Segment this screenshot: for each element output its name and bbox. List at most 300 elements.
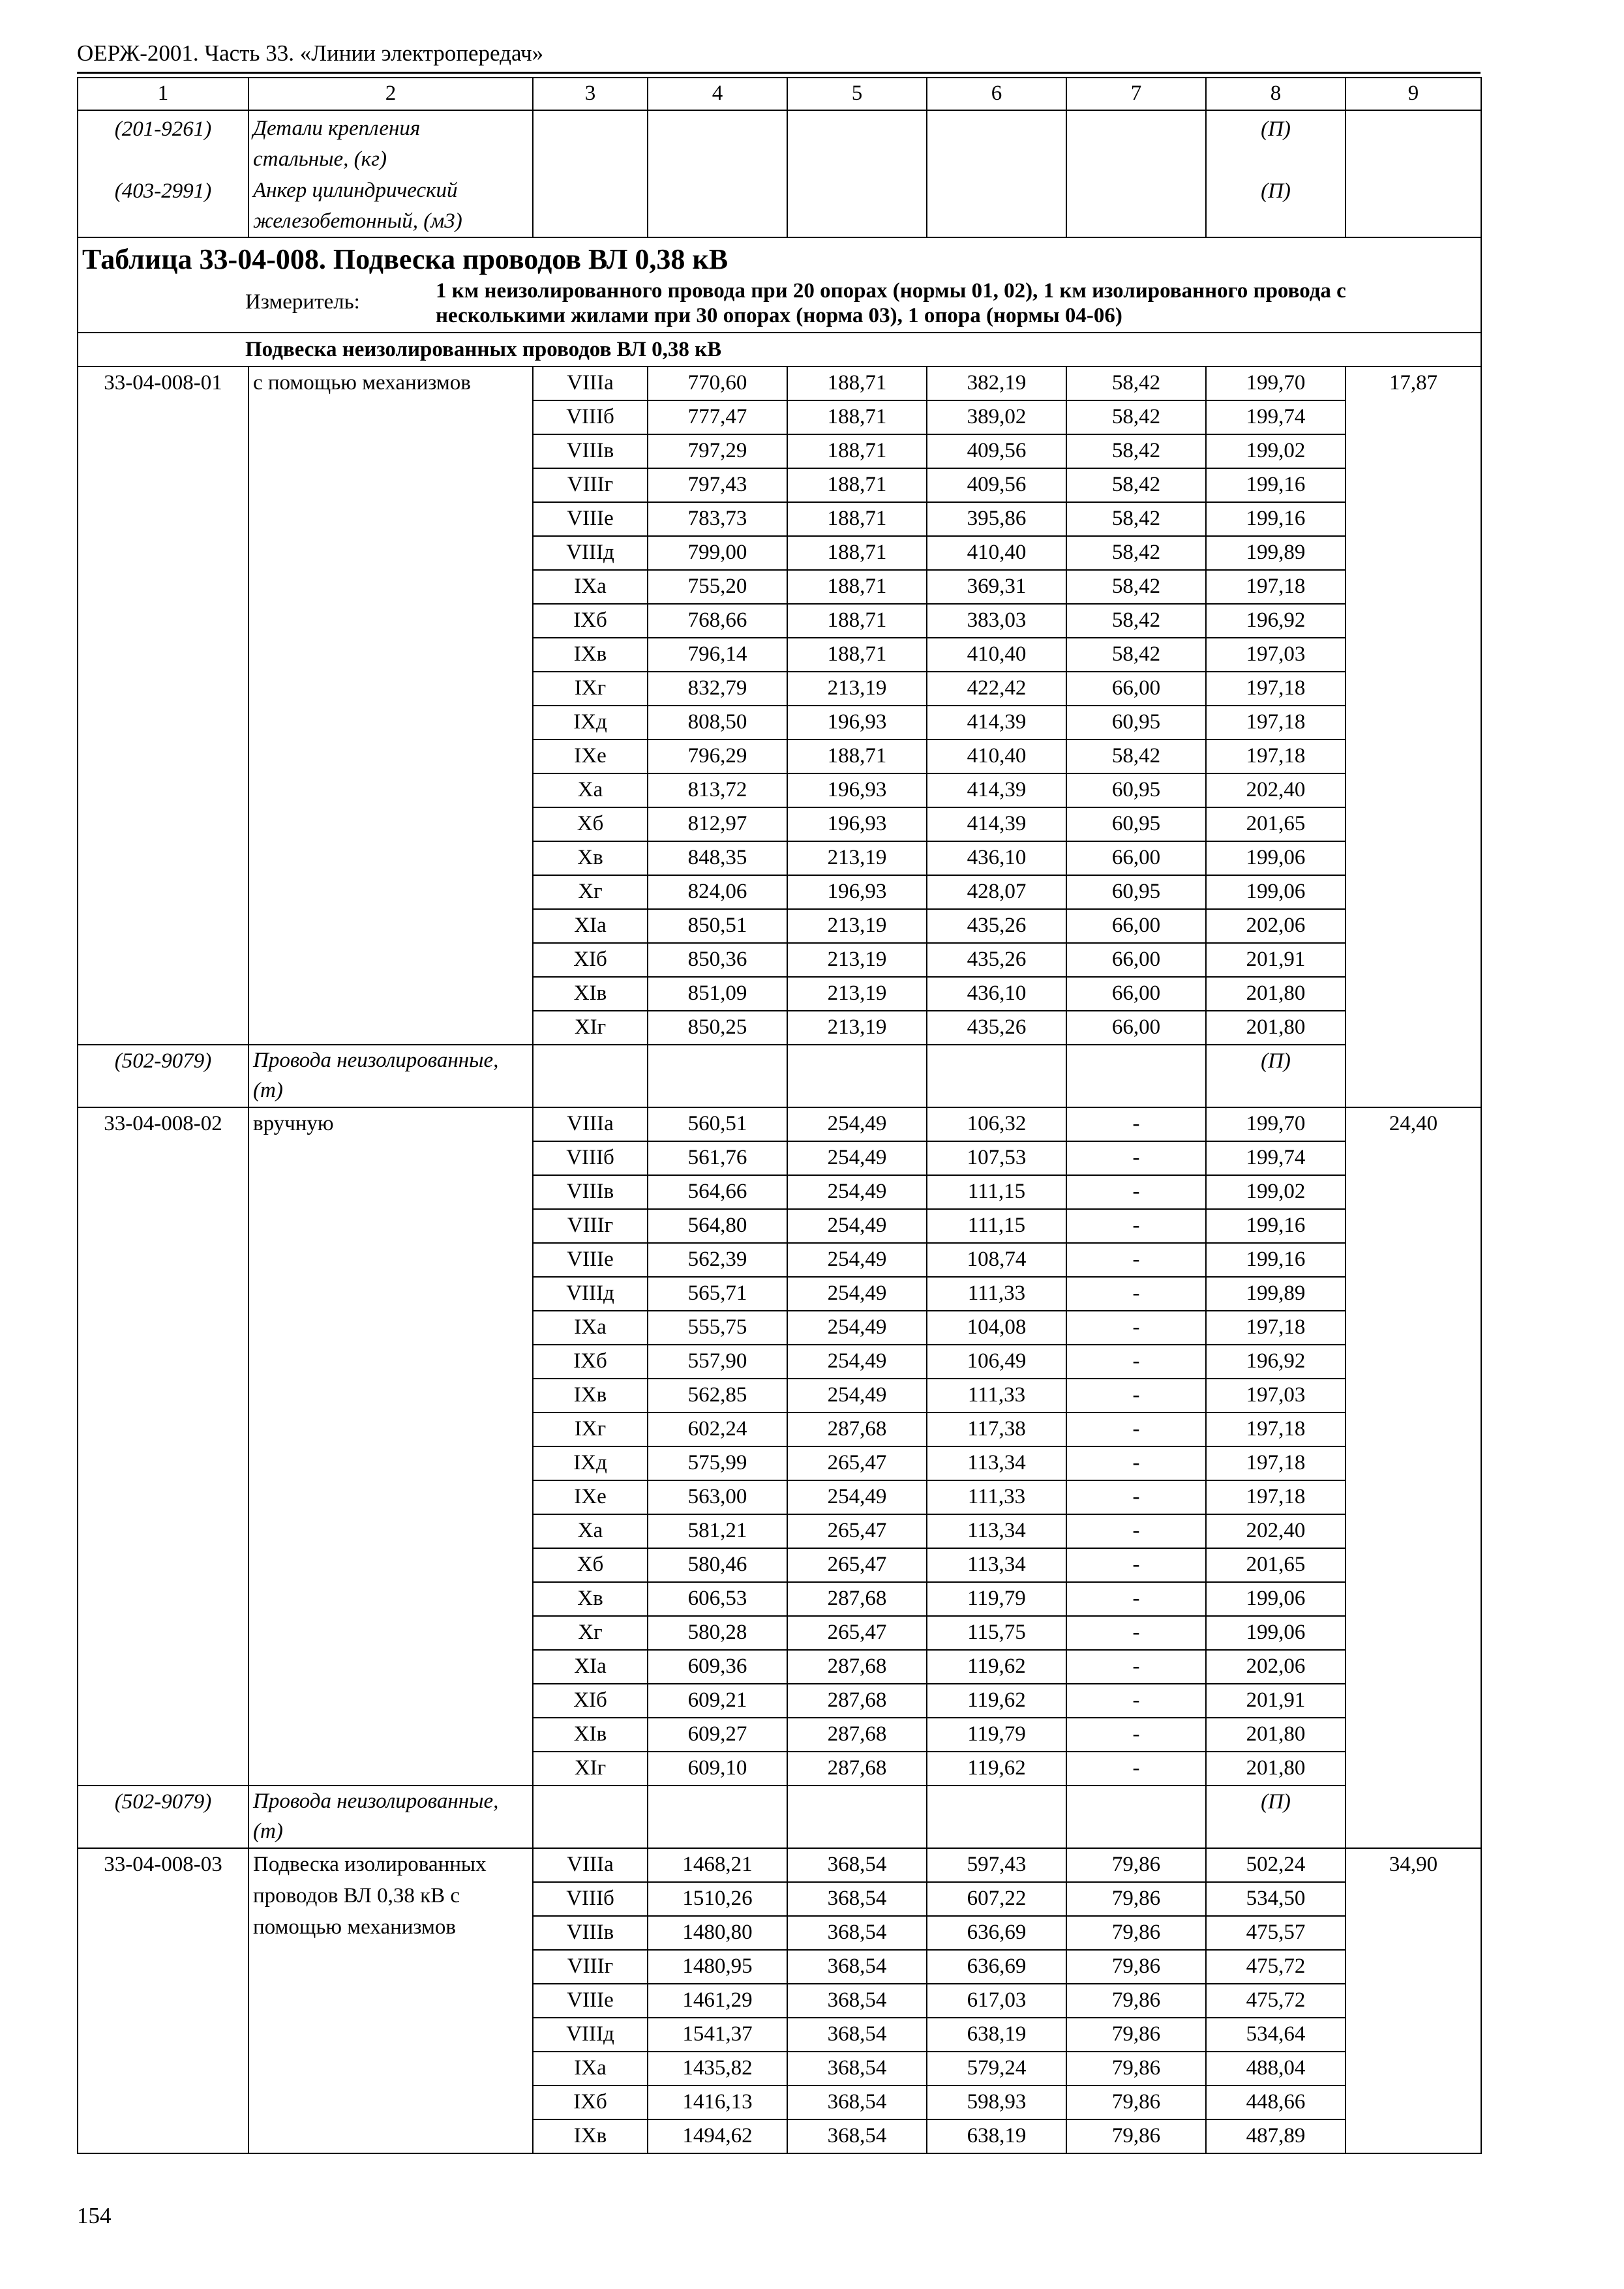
cost-machines: 117,38: [927, 1413, 1066, 1446]
cost-total: 824,06: [648, 875, 787, 909]
cost-total: 783,73: [648, 502, 787, 536]
cost-total: 564,66: [648, 1175, 787, 1209]
cost-machinist-wages: 66,00: [1066, 841, 1206, 875]
cost-machinist-wages: 79,86: [1066, 1882, 1206, 1916]
table-row: [78, 1848, 1481, 1882]
cost-machinist-wages: 66,00: [1066, 977, 1206, 1011]
cost-machines: 119,79: [927, 1718, 1066, 1752]
column-number: 4: [648, 78, 787, 110]
cost-total: 609,21: [648, 1684, 787, 1718]
cost-labor: 368,54: [787, 1848, 927, 1882]
cost-total: 561,76: [648, 1141, 787, 1175]
cost-labor: 368,54: [787, 1882, 927, 1916]
cost-total: 555,75: [648, 1311, 787, 1345]
cost-machines: 428,07: [927, 875, 1066, 909]
cost-machinist-wages: -: [1066, 1175, 1206, 1209]
section-title-cell: [78, 333, 1481, 367]
cost-machinist-wages: 60,95: [1066, 807, 1206, 841]
zone: XIа: [533, 1650, 648, 1684]
cost-machinist-wages: -: [1066, 1141, 1206, 1175]
zone: VIIIг: [533, 1950, 648, 1984]
zone: VIIIе: [533, 502, 648, 536]
cost-materials: 201,65: [1206, 1548, 1346, 1582]
cost-labor: 254,49: [787, 1480, 927, 1514]
zone: Xб: [533, 807, 648, 841]
cost-materials: 534,64: [1206, 2018, 1346, 2052]
zone: XIа: [533, 909, 648, 943]
zone: IXг: [533, 672, 648, 706]
table-row: [78, 1107, 1481, 1141]
cost-machinist-wages: 79,86: [1066, 1950, 1206, 1984]
cost-machines: 617,03: [927, 1984, 1066, 2018]
cost-machines: 410,40: [927, 638, 1066, 672]
cost-machinist-wages: -: [1066, 1480, 1206, 1514]
cost-machines: 111,33: [927, 1480, 1066, 1514]
zone: XIв: [533, 977, 648, 1011]
section-title: Подвеска неизолированных проводов ВЛ 0,38 кВ: [245, 338, 722, 361]
empty-cell: [787, 1786, 927, 1848]
empty-cell: [787, 1045, 927, 1107]
cost-machinist-wages: 58,42: [1066, 570, 1206, 604]
cost-machines: 107,53: [927, 1141, 1066, 1175]
material-name: Провода неизолированные, (т): [248, 1045, 533, 1107]
cost-machinist-wages: 60,95: [1066, 706, 1206, 740]
cost-labor: 368,54: [787, 2086, 927, 2119]
cost-total: 812,97: [648, 807, 787, 841]
zone: XIв: [533, 1718, 648, 1752]
cost-materials: 196,92: [1206, 604, 1346, 638]
cost-materials: 197,18: [1206, 570, 1346, 604]
cost-materials: 197,18: [1206, 740, 1346, 773]
cost-total: 562,39: [648, 1243, 787, 1277]
cost-total: 563,00: [648, 1480, 787, 1514]
cost-total: 850,36: [648, 943, 787, 977]
cost-machines: 119,79: [927, 1582, 1066, 1616]
cost-labor: 254,49: [787, 1175, 927, 1209]
cost-materials: 199,16: [1206, 1209, 1346, 1243]
zone: IXб: [533, 2086, 648, 2119]
cost-machines: 108,74: [927, 1243, 1066, 1277]
cost-labor: 287,68: [787, 1718, 927, 1752]
cost-machinist-wages: -: [1066, 1446, 1206, 1480]
cost-materials: 199,06: [1206, 1616, 1346, 1650]
cost-materials: 197,03: [1206, 1379, 1346, 1413]
cost-total: 580,28: [648, 1616, 787, 1650]
cost-labor: 287,68: [787, 1582, 927, 1616]
measure-label: Измеритель:: [245, 290, 360, 314]
cost-materials: 199,16: [1206, 502, 1346, 536]
cost-materials: 201,80: [1206, 977, 1346, 1011]
cost-machinist-wages: 79,86: [1066, 1916, 1206, 1950]
cost-labor: 254,49: [787, 1141, 927, 1175]
cost-labor: 188,71: [787, 367, 927, 400]
cost-machines: 111,15: [927, 1209, 1066, 1243]
cost-materials: 475,72: [1206, 1950, 1346, 1984]
zone: IXа: [533, 570, 648, 604]
cost-machinist-wages: 58,42: [1066, 638, 1206, 672]
zone: Xб: [533, 1548, 648, 1582]
cost-machinist-wages: 60,95: [1066, 773, 1206, 807]
zone: Xа: [533, 773, 648, 807]
cost-labor: 196,93: [787, 706, 927, 740]
cost-machines: 579,24: [927, 2052, 1066, 2086]
cost-total: 1510,26: [648, 1882, 787, 1916]
cost-machines: 119,62: [927, 1650, 1066, 1684]
zone: Xг: [533, 875, 648, 909]
labor-hours: 24,40: [1346, 1107, 1481, 1848]
cost-total: 565,71: [648, 1277, 787, 1311]
cost-machinist-wages: -: [1066, 1752, 1206, 1786]
empty-cell: [648, 110, 787, 237]
material-name: Провода неизолированные, (т): [248, 1786, 533, 1848]
header-rule: [77, 72, 1481, 74]
cost-materials: 201,80: [1206, 1011, 1346, 1045]
cost-materials: 475,72: [1206, 1984, 1346, 2018]
cost-total: 777,47: [648, 400, 787, 434]
norm-name: вручную: [248, 1107, 533, 1786]
cost-total: 560,51: [648, 1107, 787, 1141]
cost-machines: 119,62: [927, 1752, 1066, 1786]
empty-cell: [648, 1786, 787, 1848]
cost-machines: 636,69: [927, 1916, 1066, 1950]
cost-machines: 410,40: [927, 536, 1066, 570]
cost-machinist-wages: 58,42: [1066, 536, 1206, 570]
cost-materials: 199,74: [1206, 1141, 1346, 1175]
norm-name: Подвеска изолированных проводов ВЛ 0,38 кВ с помощью механизмов: [248, 1848, 533, 2153]
cost-labor: 196,93: [787, 875, 927, 909]
material-code: (403-2991): [114, 179, 212, 203]
empty-cell: [1066, 1045, 1206, 1107]
cost-materials: 197,18: [1206, 672, 1346, 706]
cost-machines: 409,56: [927, 434, 1066, 468]
cost-total: 581,21: [648, 1514, 787, 1548]
cost-total: 557,90: [648, 1345, 787, 1379]
cost-machinist-wages: 58,42: [1066, 604, 1206, 638]
column-number: 1: [78, 78, 248, 110]
cost-labor: 368,54: [787, 2052, 927, 2086]
cost-machines: 389,02: [927, 400, 1066, 434]
cost-machines: 638,19: [927, 2119, 1066, 2153]
cost-materials: 199,89: [1206, 1277, 1346, 1311]
cost-total: 606,53: [648, 1582, 787, 1616]
cost-materials: 201,91: [1206, 1684, 1346, 1718]
material-row: [78, 1045, 1481, 1107]
material-code: (502-9079): [78, 1786, 248, 1848]
material-mark: (П): [1261, 117, 1291, 141]
zone: IXа: [533, 1311, 648, 1345]
zone: VIIIа: [533, 1848, 648, 1882]
cost-labor: 213,19: [787, 977, 927, 1011]
zone: IXв: [533, 638, 648, 672]
cost-materials: 197,18: [1206, 1446, 1346, 1480]
page-number: 154: [77, 2203, 112, 2228]
cost-labor: 188,71: [787, 434, 927, 468]
table-title: Таблица 33-04-008. Подвеска проводов ВЛ 0,38 кВ: [82, 243, 729, 275]
cost-machinist-wages: 60,95: [1066, 875, 1206, 909]
cost-total: 1468,21: [648, 1848, 787, 1882]
empty-cell: [927, 1045, 1066, 1107]
empty-cell: [927, 110, 1066, 237]
cost-machines: 414,39: [927, 773, 1066, 807]
cost-materials: 448,66: [1206, 2086, 1346, 2119]
zone: IXб: [533, 604, 648, 638]
cost-total: 850,51: [648, 909, 787, 943]
cost-labor: 265,47: [787, 1616, 927, 1650]
cost-machinist-wages: -: [1066, 1718, 1206, 1752]
cost-total: 770,60: [648, 367, 787, 400]
cost-total: 1494,62: [648, 2119, 787, 2153]
zone: VIIIд: [533, 1277, 648, 1311]
cost-materials: 202,06: [1206, 909, 1346, 943]
measure-block: [78, 278, 1481, 332]
table-row: [78, 367, 1481, 400]
cost-total: 796,29: [648, 740, 787, 773]
cost-total: 797,43: [648, 468, 787, 502]
zone: VIIIа: [533, 367, 648, 400]
cost-machinist-wages: -: [1066, 1616, 1206, 1650]
cost-labor: 287,68: [787, 1413, 927, 1446]
cost-total: 575,99: [648, 1446, 787, 1480]
cost-materials: 196,92: [1206, 1345, 1346, 1379]
cost-labor: 196,93: [787, 807, 927, 841]
cost-machines: 113,34: [927, 1446, 1066, 1480]
cost-machinist-wages: -: [1066, 1311, 1206, 1345]
cost-materials: 201,65: [1206, 807, 1346, 841]
column-number: 3: [533, 78, 648, 110]
zone: IXв: [533, 2119, 648, 2153]
cost-labor: 196,93: [787, 773, 927, 807]
cost-total: 797,29: [648, 434, 787, 468]
norm-code: 33-04-008-03: [78, 1848, 248, 2153]
cost-machinist-wages: 79,86: [1066, 2052, 1206, 2086]
material-name: Детали крепления стальные, (кг): [253, 117, 421, 171]
zone: IXв: [533, 1379, 648, 1413]
zone: IXд: [533, 1446, 648, 1480]
cost-labor: 188,71: [787, 468, 927, 502]
cost-labor: 368,54: [787, 2119, 927, 2153]
cost-machines: 111,33: [927, 1277, 1066, 1311]
document-header: ОЕРЖ-2001. Часть 33. «Линии электропередач»: [77, 40, 544, 66]
cost-labor: 265,47: [787, 1548, 927, 1582]
cost-machines: 383,03: [927, 604, 1066, 638]
cost-machines: 638,19: [927, 2018, 1066, 2052]
cost-total: 1480,95: [648, 1950, 787, 1984]
cost-materials: 199,89: [1206, 536, 1346, 570]
zone: Xв: [533, 841, 648, 875]
empty-cell: [533, 1045, 648, 1107]
cost-materials: 197,18: [1206, 1413, 1346, 1446]
zone: IXа: [533, 2052, 648, 2086]
cost-machinist-wages: 58,42: [1066, 367, 1206, 400]
cost-machinist-wages: 66,00: [1066, 1011, 1206, 1045]
cost-machines: 422,42: [927, 672, 1066, 706]
zone: VIIIг: [533, 468, 648, 502]
cost-machines: 106,32: [927, 1107, 1066, 1141]
column-number: 2: [248, 78, 533, 110]
cost-machines: 104,08: [927, 1311, 1066, 1345]
cost-machinist-wages: 66,00: [1066, 943, 1206, 977]
cost-machines: 115,75: [927, 1616, 1066, 1650]
zone: VIIIд: [533, 2018, 648, 2052]
zone: VIIIе: [533, 1243, 648, 1277]
material-code: (201-9261): [114, 117, 212, 141]
cost-total: 832,79: [648, 672, 787, 706]
material-name: Анкер цилиндрический железобетонный, (м3): [253, 179, 462, 233]
cost-machines: 414,39: [927, 807, 1066, 841]
cost-labor: 254,49: [787, 1107, 927, 1141]
zone: IXб: [533, 1345, 648, 1379]
column-number-row: [78, 78, 1481, 110]
cost-machines: 113,34: [927, 1548, 1066, 1582]
cost-machinist-wages: -: [1066, 1514, 1206, 1548]
material-row: [78, 1786, 1481, 1848]
cost-total: 755,20: [648, 570, 787, 604]
column-number: 6: [927, 78, 1066, 110]
cost-machines: 607,22: [927, 1882, 1066, 1916]
cost-labor: 368,54: [787, 1950, 927, 1984]
cost-total: 1480,80: [648, 1916, 787, 1950]
cost-materials: 199,02: [1206, 1175, 1346, 1209]
cost-labor: 254,49: [787, 1209, 927, 1243]
zone: IXг: [533, 1413, 648, 1446]
cost-machinist-wages: -: [1066, 1345, 1206, 1379]
cost-machinist-wages: 79,86: [1066, 1848, 1206, 1882]
cost-materials: 199,74: [1206, 400, 1346, 434]
cost-total: 796,14: [648, 638, 787, 672]
cost-labor: 188,71: [787, 638, 927, 672]
cost-machinist-wages: 58,42: [1066, 502, 1206, 536]
cost-machines: 119,62: [927, 1684, 1066, 1718]
cost-total: 1541,37: [648, 2018, 787, 2052]
cost-materials: 197,18: [1206, 706, 1346, 740]
zone: Xа: [533, 1514, 648, 1548]
cost-labor: 213,19: [787, 909, 927, 943]
zone: Xг: [533, 1616, 648, 1650]
material-mark: (П): [1206, 1786, 1346, 1848]
top-material-names: [248, 110, 533, 237]
empty-cell: [787, 110, 927, 237]
zone: VIIIа: [533, 1107, 648, 1141]
cost-machines: 111,15: [927, 1175, 1066, 1209]
cost-machinist-wages: 66,00: [1066, 672, 1206, 706]
cost-materials: 197,18: [1206, 1311, 1346, 1345]
zone: XIб: [533, 943, 648, 977]
cost-machines: 436,10: [927, 977, 1066, 1011]
zone: VIIIе: [533, 1984, 648, 2018]
cost-machinist-wages: 66,00: [1066, 909, 1206, 943]
column-number: 8: [1206, 78, 1346, 110]
zone: VIIIв: [533, 434, 648, 468]
cost-labor: 254,49: [787, 1345, 927, 1379]
cost-machines: 436,10: [927, 841, 1066, 875]
cost-materials: 201,91: [1206, 943, 1346, 977]
cost-materials: 197,03: [1206, 638, 1346, 672]
cost-machinist-wages: 79,86: [1066, 2086, 1206, 2119]
cost-machinist-wages: -: [1066, 1209, 1206, 1243]
norms-table: [77, 77, 1482, 2154]
cost-total: 580,46: [648, 1548, 787, 1582]
cost-labor: 287,68: [787, 1650, 927, 1684]
cost-machines: 369,31: [927, 570, 1066, 604]
zone: VIIIб: [533, 1882, 648, 1916]
cost-total: 609,10: [648, 1752, 787, 1786]
cost-machines: 435,26: [927, 909, 1066, 943]
cost-labor: 213,19: [787, 1011, 927, 1045]
cost-machinist-wages: 58,42: [1066, 468, 1206, 502]
table-title-cell: [78, 237, 1481, 333]
cost-total: 799,00: [648, 536, 787, 570]
material-mark: (П): [1206, 1045, 1346, 1107]
cost-total: 1435,82: [648, 2052, 787, 2086]
cost-machinist-wages: -: [1066, 1243, 1206, 1277]
zone: Xв: [533, 1582, 648, 1616]
column-number: 7: [1066, 78, 1206, 110]
cost-labor: 368,54: [787, 1916, 927, 1950]
cost-machines: 598,93: [927, 2086, 1066, 2119]
column-number: 5: [787, 78, 927, 110]
cost-machines: 410,40: [927, 740, 1066, 773]
cost-labor: 188,71: [787, 536, 927, 570]
cost-labor: 254,49: [787, 1311, 927, 1345]
top-material-codes: [78, 110, 248, 237]
cost-machines: 382,19: [927, 367, 1066, 400]
cost-machinist-wages: 79,86: [1066, 1984, 1206, 2018]
cost-materials: 199,70: [1206, 367, 1346, 400]
cost-machines: 106,49: [927, 1345, 1066, 1379]
cost-machinist-wages: 79,86: [1066, 2119, 1206, 2153]
cost-materials: 199,02: [1206, 434, 1346, 468]
cost-machinist-wages: -: [1066, 1379, 1206, 1413]
cost-machinist-wages: -: [1066, 1684, 1206, 1718]
cost-materials: 201,80: [1206, 1718, 1346, 1752]
cost-materials: 199,06: [1206, 841, 1346, 875]
cost-machinist-wages: 79,86: [1066, 2018, 1206, 2052]
column-number: 9: [1346, 78, 1481, 110]
cost-total: 609,27: [648, 1718, 787, 1752]
zone: VIIIг: [533, 1209, 648, 1243]
top-material-col8: [1206, 110, 1346, 237]
cost-materials: 202,40: [1206, 1514, 1346, 1548]
cost-materials: 488,04: [1206, 2052, 1346, 2086]
cost-materials: 199,70: [1206, 1107, 1346, 1141]
cost-materials: 475,57: [1206, 1916, 1346, 1950]
material-mark: (П): [1261, 179, 1291, 203]
cost-machines: 597,43: [927, 1848, 1066, 1882]
cost-total: 768,66: [648, 604, 787, 638]
cost-machines: 111,33: [927, 1379, 1066, 1413]
cost-total: 851,09: [648, 977, 787, 1011]
labor-hours: 34,90: [1346, 1848, 1481, 2153]
cost-total: 609,36: [648, 1650, 787, 1684]
cost-machines: 395,86: [927, 502, 1066, 536]
zone: IXд: [533, 706, 648, 740]
cost-total: 848,35: [648, 841, 787, 875]
cost-total: 808,50: [648, 706, 787, 740]
cost-machines: 435,26: [927, 943, 1066, 977]
cost-machinist-wages: -: [1066, 1650, 1206, 1684]
empty-cell: [1066, 110, 1206, 237]
empty-cell: [533, 110, 648, 237]
table-title-row: [78, 237, 1481, 333]
cost-labor: 368,54: [787, 2018, 927, 2052]
cost-machines: 409,56: [927, 468, 1066, 502]
cost-labor: 213,19: [787, 672, 927, 706]
zone: VIIIв: [533, 1175, 648, 1209]
material-code: (502-9079): [78, 1045, 248, 1107]
cost-total: 813,72: [648, 773, 787, 807]
empty-cell: [927, 1786, 1066, 1848]
cost-materials: 199,16: [1206, 468, 1346, 502]
